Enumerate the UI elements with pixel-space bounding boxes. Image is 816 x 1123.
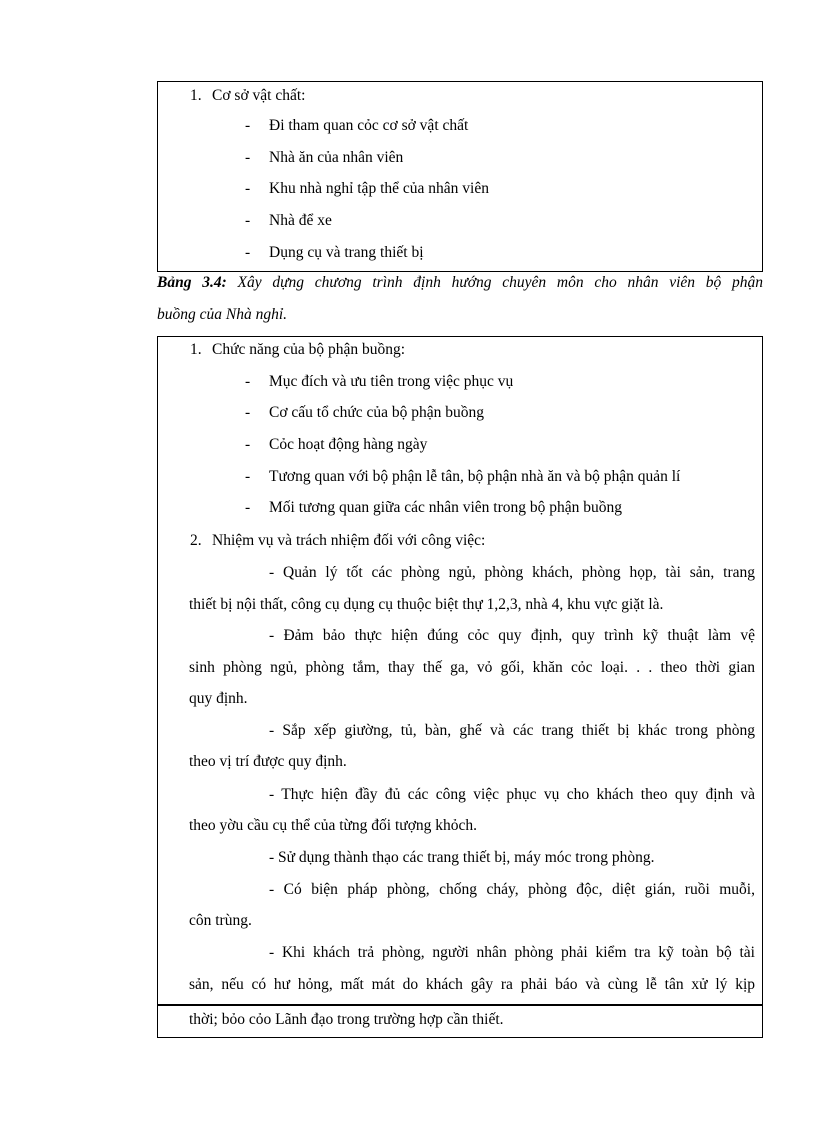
duty-paragraph-line: sinh phòng ngủ, phòng tắm, thay thế ga, vỏ gối, khăn cỏc loại. . . theo thời gian bbox=[189, 659, 755, 676]
duty-paragraph-line: côn trùng. bbox=[189, 912, 252, 929]
duty-paragraph-line: thiết bị nội thất, công cụ dụng cụ thuộc biệt thự 1,2,3, nhà 4, khu vực giặt là. bbox=[189, 596, 664, 613]
duty-paragraph-line: sản, nếu có hư hỏng, mất mát do khách gây ra phải báo và cùng lễ tân xử lý kịp bbox=[189, 976, 755, 993]
duty-paragraph-line: - Đảm bảo thực hiện đúng cỏc quy định, quy trình kỹ thuật làm vệ bbox=[269, 627, 755, 644]
duty-paragraph-line: - Khi khách trả phòng, người nhân phòng phải kiểm tra kỹ toàn bộ tài bbox=[269, 944, 755, 961]
list-item: - Nhà ăn của nhân viên bbox=[245, 149, 404, 166]
duty-paragraph-line: theo yờu cầu cụ thể của từng đối tượng khỏch. bbox=[189, 817, 478, 834]
list-item: - Cơ cấu tổ chức của bộ phận buồng bbox=[245, 404, 485, 421]
duty-paragraph-line: - Sử dụng thành thạo các trang thiết bị, máy móc trong phòng. bbox=[269, 849, 655, 866]
list-item: - Nhà để xe bbox=[245, 212, 332, 229]
function-heading: 1. Chức năng của bộ phận buồng: bbox=[190, 341, 406, 358]
list-item: - Mục đích và ưu tiên trong việc phục vụ bbox=[245, 373, 514, 390]
duty-paragraph-line: - Quản lý tốt các phòng ngủ, phòng khách, phòng họp, tài sản, trang bbox=[269, 564, 755, 581]
list-item: - Dụng cụ và trang thiết bị bbox=[245, 244, 424, 261]
duty-paragraph-line: theo vị trí được quy định. bbox=[189, 753, 347, 770]
table-caption: Bảng 3.4: Xây dựng chương trình định hướng chuyên môn cho nhân viên bộ phận bbox=[157, 274, 764, 291]
duty-paragraph-line: quy định. bbox=[189, 690, 248, 707]
table-caption-continued: buồng của Nhà nghỉ. bbox=[157, 306, 288, 323]
list-item: - Đi tham quan cỏc cơ sở vật chất bbox=[245, 117, 469, 134]
list-item: - Mối tương quan giữa các nhân viên trong bộ phận buồng bbox=[245, 499, 623, 516]
facilities-heading: 1. Cơ sở vật chất: bbox=[190, 87, 306, 104]
list-item: - Khu nhà nghỉ tập thể của nhân viên bbox=[245, 180, 489, 197]
duty-paragraph-line: - Thực hiện đầy đủ các công việc phục vụ cho khách theo quy định và bbox=[269, 786, 755, 803]
duties-heading: 2. Nhiệm vụ và trách nhiệm đối với công việc: bbox=[190, 532, 486, 549]
list-item: - Tương quan với bộ phận lễ tân, bộ phận nhà ăn và bộ phận quản lí bbox=[245, 468, 681, 485]
duty-paragraph-line: - Có biện pháp phòng, chống cháy, phòng độc, diệt gián, ruồi muỗi, bbox=[269, 881, 755, 898]
duty-paragraph-line: - Sắp xếp giường, tủ, bàn, ghế và các trang thiết bị khác trong phòng bbox=[269, 722, 755, 739]
duty-paragraph-line: thời; bỏo cỏo Lãnh đạo trong trường hợp cần thiết. bbox=[189, 1011, 504, 1028]
list-item: - Cỏc hoạt động hàng ngày bbox=[245, 436, 428, 453]
